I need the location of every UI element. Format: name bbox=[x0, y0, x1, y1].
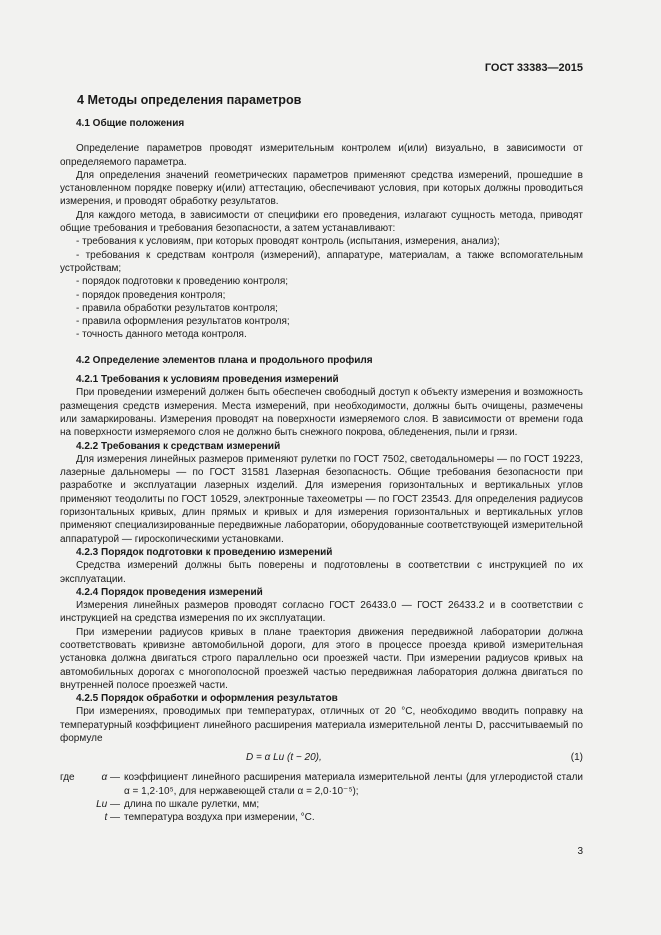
formula: D = α Lu (t − 20), bbox=[246, 752, 322, 764]
clause-title-4-2-3: 4.2.3 Порядок подготовки к проведению измерений bbox=[76, 546, 333, 558]
legend-row bbox=[60, 811, 583, 824]
document-body bbox=[60, 117, 583, 825]
paragraph: Для каждого метода, в зависимости от специфики его проведения, излагают сущность метода, приводят общие требования и требования безопасности, а затем устанавливают: bbox=[60, 209, 583, 235]
paragraph: Измерения линейных размеров проводят согласно ГОСТ 26433.0 — ГОСТ 26433.2 и в соответствии с инструкцией на средства измерения по их эксплуатации. bbox=[60, 600, 583, 625]
list-item: - требования к средствам контроля (измерений), аппаратуре, материалам, а также вспомогательным устройствам; bbox=[60, 249, 583, 274]
paragraph: При измерениях, проводимых при температурах, отличных от 20 °С, необходимо вводить поправку на температурный коэффициент линейного расширения материала измерительной ленты D, рассчитываемый по формуле bbox=[60, 706, 583, 745]
document-id: ГОСТ 33383—2015 bbox=[484, 62, 583, 74]
legend-row bbox=[60, 798, 583, 811]
list-item: - правила оформления результатов контроля; bbox=[76, 316, 290, 328]
clause-title-4-2-5: 4.2.5 Порядок обработки и оформления результатов bbox=[76, 693, 338, 705]
list-item: - порядок проведения контроля; bbox=[76, 289, 226, 301]
clause-title-4-2-1: 4.2.1 Требования к условиям проведения измерений bbox=[76, 374, 339, 386]
formula-number: (1) bbox=[570, 752, 583, 764]
list-item: - порядок подготовки к проведению контроля; bbox=[76, 276, 289, 288]
page-number: 3 bbox=[577, 846, 583, 857]
legend-text: длина по шкале рулетки, мм; bbox=[124, 798, 260, 810]
legend-row bbox=[60, 771, 583, 798]
legend-text: коэффициент линейного расширения материала измерительной ленты (для углеродистой стали α = 1,2·10⁵, для нержавеющей стали α = 2,0·10⁻⁵); bbox=[124, 772, 583, 797]
paragraph: Средства измерений должны быть поверены и подготовлены в соответствии с инструкцией по их эксплуатации. bbox=[60, 560, 583, 585]
paragraph: Для измерения линейных размеров применяют рулетки по ГОСТ 7502, светодальномеры — по ГОСТ 19223, лазерные дальномеры — по ГОСТ 31581 Лазерная безопасность. Общие требования безопасности при разработке и эксплуатации лазерных изделий. Для измерения горизонтальных и вертикальных углов применяют теодолиты по ГОСТ 10529, электронные тахеометры — по ГОСТ 23543. Для определения радиусов горизонтальных кривых, длин прямых и кривых и для измерения горизонтальных и вертикальных углов применяют специализированные передвижные лаборатории, оборудованные соответствующей измерительной аппаратурой — гироскопическими установками. bbox=[60, 453, 583, 545]
legend-symbol: Lu — bbox=[96, 798, 120, 810]
list-item: - правила обработки результатов контроля; bbox=[76, 302, 278, 314]
formula-legend bbox=[60, 771, 583, 824]
formula-block bbox=[60, 745, 583, 771]
list-item: - точность данного метода контроля. bbox=[76, 329, 247, 341]
clause-title-4-2-4: 4.2.4 Порядок проведения измерений bbox=[76, 586, 263, 598]
section-title: 4 Методы определения параметров bbox=[77, 93, 302, 107]
legend-symbol: α — bbox=[101, 772, 120, 784]
paragraph: Определение параметров проводят измерительным контролем и(или) визуально, в зависимости от определяемого параметра. bbox=[60, 143, 583, 168]
legend-symbol: t — bbox=[104, 812, 120, 824]
paragraph: Для определения значений геометрических параметров применяют средства измерений, прошедшие в установленном порядке поверку и(или) аттестацию, обеспечивают условия, при которых должны проводиться измерения, и проводят обработку результатов. bbox=[60, 169, 583, 208]
paragraph: При проведении измерений должен быть обеспечен свободный доступ к объекту измерения и возможность размещения средств измерения. Места измерений, при необходимости, должны быть очищены, размечены или замаркированы. Измерения проводят на поверхности измеряемого слоя. В зависимости от времени года на поверхности измеряемого слоя не должно быть снежного покрова, обледенения, пыли и грязи. bbox=[60, 387, 583, 439]
legend-text: температура воздуха при измерении, °С. bbox=[124, 812, 315, 824]
subsection-title-4-1: 4.1 Общие положения bbox=[76, 118, 185, 129]
paragraph: При измерении радиусов кривых в плане траектория движения передвижной лаборатории должна соответствовать кривизне автомобильной дороги, для этого в процессе проезда кривой измерительная установка должна двигаться строго параллельно оси проезжей части. При измерении радиусов кривых на автомобильных дорогах с многополосной проезжей частью передвижная лаборатория должна двигаться по внутренней полосе проезжей части. bbox=[60, 626, 583, 691]
clause-title-4-2-2: 4.2.2 Требования к средствам измерений bbox=[76, 440, 281, 452]
legend-where-label: где bbox=[60, 772, 75, 784]
subsection-title-4-2: 4.2 Определение элементов плана и продольного профиля bbox=[76, 354, 373, 366]
list-item: - требования к условиям, при которых проводят контроль (испытания, измерения, анализ); bbox=[76, 236, 500, 248]
